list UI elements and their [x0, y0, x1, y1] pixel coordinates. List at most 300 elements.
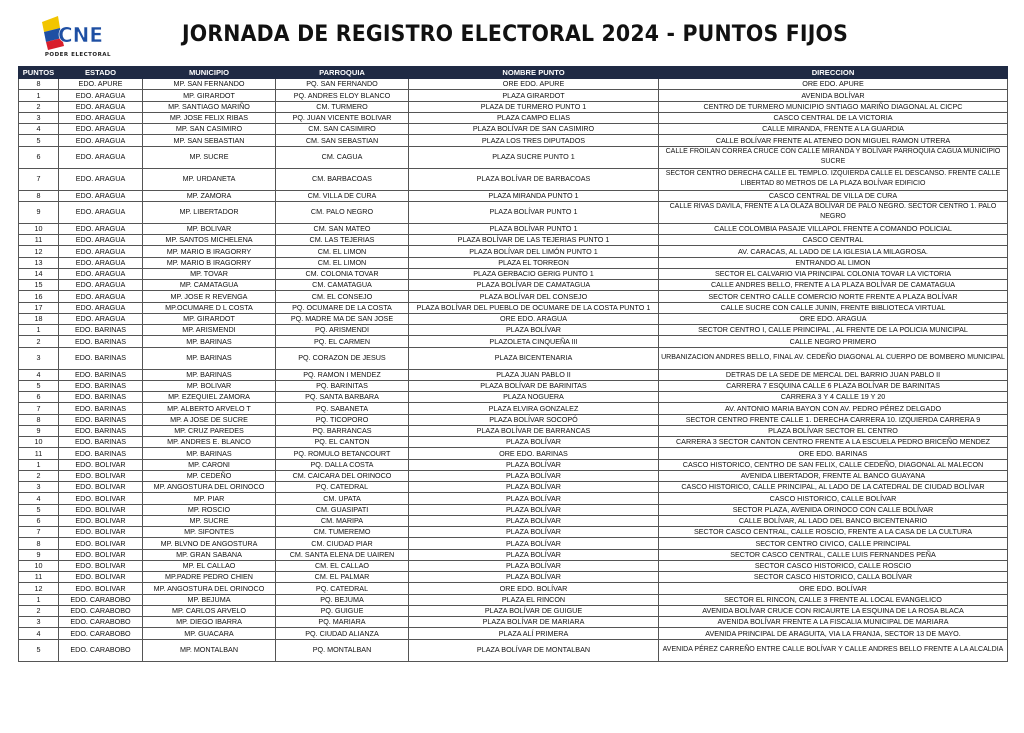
cell-punto-number: 6 — [19, 392, 59, 403]
cell-punto-number: 12 — [19, 583, 59, 594]
cell-nombre-punto: PLAZA SUCRE PUNTO 1 — [409, 146, 659, 168]
cell-estado: EDO. CARABOBO — [59, 639, 143, 661]
cell-estado: EDO. ARAGUA — [59, 135, 143, 146]
cell-direccion: CALLE FROILAN CORREA CRUCE CON CALLE MIRANDA Y BOLÍVAR PARROQUIA CAGUA MUNICIPIO SUCRE — [659, 146, 1008, 168]
cell-direccion: PLAZA BOLÍVAR SECTOR EL CENTRO — [659, 425, 1008, 436]
table-row — [19, 583, 1008, 594]
cell-punto-number: 11 — [19, 235, 59, 246]
cell-parroquia: PQ. SABANETA — [276, 403, 409, 414]
cne-logo — [36, 14, 116, 60]
cell-municipio: MP. GRAN SABANA — [143, 549, 276, 560]
cell-estado: EDO. ARAGUA — [59, 313, 143, 324]
cell-nombre-punto: PLAZA BOLÍVAR PUNTO 1 — [409, 201, 659, 223]
cell-parroquia: PQ. OCUMARE DE LA COSTA — [276, 302, 409, 313]
cell-direccion: CALLE BOLÍVAR, AL LADO DEL BANCO BICENTENARIO — [659, 515, 1008, 526]
cell-municipio: MP. URDANETA — [143, 168, 276, 190]
table-row — [19, 504, 1008, 515]
cell-estado: EDO. ARAGUA — [59, 201, 143, 223]
cell-municipio: MP. SANTIAGO MARIÑO — [143, 101, 276, 112]
cell-direccion: CARRERA 3 Y 4 CALLE 19 Y 20 — [659, 392, 1008, 403]
table-row — [19, 594, 1008, 605]
cell-punto-number: 2 — [19, 101, 59, 112]
cell-direccion: CASCO CENTRAL DE VILLA DE CURA — [659, 190, 1008, 201]
cell-direccion: CALLE BOLÍVAR FRENTE AL ATENEO DON MIGUEL RAMON UTRERA — [659, 135, 1008, 146]
cell-direccion: ORE EDO. BARINAS — [659, 448, 1008, 459]
column-header-parroquia: PARROQUIA — [276, 67, 409, 79]
page-title: JORNADA DE REGISTRO ELECTORAL 2024 - PUNTOS FIJOS — [181, 22, 849, 47]
cell-nombre-punto: PLAZA NOGUERA — [409, 392, 659, 403]
cell-parroquia: PQ. CATEDRAL — [276, 583, 409, 594]
cell-parroquia: CM. TUMEREMO — [276, 527, 409, 538]
cell-municipio: MP. CEDEÑO — [143, 470, 276, 481]
cell-direccion: AV. ANTONIO MARIA BAYON CON AV. PEDRO PÉREZ DELGADO — [659, 403, 1008, 414]
cell-direccion: CALLE MIRANDA, FRENTE A LA GUARDIA — [659, 124, 1008, 135]
cell-parroquia: CM. VILLA DE CURA — [276, 190, 409, 201]
cell-municipio: MP. BLVNO DE ANGOSTURA — [143, 538, 276, 549]
cell-punto-number: 8 — [19, 414, 59, 425]
table-row — [19, 425, 1008, 436]
cell-nombre-punto: PLAZA BOLÍVAR DE MONTALBAN — [409, 639, 659, 661]
table-row — [19, 572, 1008, 583]
cell-direccion: SECTOR CASCO CENTRAL, CALLE ROSCIO, FRENTE A LA CASA DE LA CULTURA — [659, 527, 1008, 538]
cell-punto-number: 11 — [19, 572, 59, 583]
cell-municipio: MP. A JOSE DE SUCRE — [143, 414, 276, 425]
cell-nombre-punto: PLAZA BOLÍVAR DE CAMATAGUA — [409, 280, 659, 291]
cell-parroquia: PQ. TICOPORO — [276, 414, 409, 425]
cell-nombre-punto: PLAZA BOLÍVAR SOCOPÓ — [409, 414, 659, 425]
cell-nombre-punto: PLAZA BOLÍVAR DE BARINITAS — [409, 380, 659, 391]
cell-nombre-punto: PLAZA BOLÍVAR — [409, 459, 659, 470]
cell-estado: EDO. BOLIVAR — [59, 459, 143, 470]
table-row — [19, 403, 1008, 414]
column-header-direccion: DIRECCION — [659, 67, 1008, 79]
cell-punto-number: 10 — [19, 560, 59, 571]
cell-nombre-punto: PLAZA BOLÍVAR — [409, 470, 659, 481]
cell-punto-number: 1 — [19, 90, 59, 101]
page-header — [0, 0, 1024, 62]
table-row — [19, 459, 1008, 470]
table-row — [19, 280, 1008, 291]
cell-municipio: MP. GUACARA — [143, 628, 276, 639]
cell-direccion: CALLE NEGRO PRIMERO — [659, 336, 1008, 347]
cell-nombre-punto: ORE EDO. APURE — [409, 79, 659, 90]
cell-direccion: CENTRO DE TURMERO MUNICIPIO SNTIAGO MARIÑO DIAGONAL AL CICPC — [659, 101, 1008, 112]
cell-estado: EDO. BARINAS — [59, 414, 143, 425]
cell-municipio: MP. BEJUMA — [143, 594, 276, 605]
table-row — [19, 437, 1008, 448]
cell-parroquia: PQ. EL CARMEN — [276, 336, 409, 347]
cell-municipio: MP. CARONI — [143, 459, 276, 470]
table-row — [19, 112, 1008, 123]
cell-punto-number: 3 — [19, 482, 59, 493]
cell-estado: EDO. BOLIVAR — [59, 482, 143, 493]
cell-punto-number: 12 — [19, 246, 59, 257]
svg-text:CNE: CNE — [58, 23, 104, 47]
cell-estado: EDO. BARINAS — [59, 336, 143, 347]
cell-punto-number: 5 — [19, 504, 59, 515]
cell-municipio: MP. BOLIVAR — [143, 380, 276, 391]
cell-direccion: CALLE COLOMBIA PASAJE VILLAPOL FRENTE A COMANDO POLICIAL — [659, 223, 1008, 234]
table-row — [19, 79, 1008, 90]
cell-parroquia: PQ. SANTA BARBARA — [276, 392, 409, 403]
cell-punto-number: 5 — [19, 639, 59, 661]
cell-parroquia: CM. SAN MATEO — [276, 223, 409, 234]
cell-municipio: MP. BARINAS — [143, 336, 276, 347]
cell-nombre-punto: PLAZA BOLÍVAR DEL PUEBLO DE OCUMARE DE LA COSTA PUNTO 1 — [409, 302, 659, 313]
cell-nombre-punto: PLAZOLETA CINQUEÑA III — [409, 336, 659, 347]
table-row — [19, 527, 1008, 538]
cell-municipio: MP. SUCRE — [143, 146, 276, 168]
cell-punto-number: 1 — [19, 459, 59, 470]
table-row — [19, 628, 1008, 639]
cell-parroquia: PQ. MADRE MA DE SAN JOSE — [276, 313, 409, 324]
cell-punto-number: 7 — [19, 168, 59, 190]
cell-municipio: MP. ANGOSTURA DEL ORINOCO — [143, 583, 276, 594]
cell-estado: EDO. BOLIVAR — [59, 572, 143, 583]
cell-parroquia: CM. EL LIMON — [276, 257, 409, 268]
cell-estado: EDO. BARINAS — [59, 403, 143, 414]
registration-points-table — [18, 66, 1008, 662]
cell-estado: EDO. CARABOBO — [59, 628, 143, 639]
table-row — [19, 336, 1008, 347]
cell-punto-number: 11 — [19, 448, 59, 459]
cell-municipio: MP. BOLIVAR — [143, 223, 276, 234]
cell-punto-number: 10 — [19, 223, 59, 234]
cell-estado: EDO. ARAGUA — [59, 257, 143, 268]
cell-municipio: MP. ANDRES E. BLANCO — [143, 437, 276, 448]
cell-estado: EDO. BARINAS — [59, 380, 143, 391]
cell-nombre-punto: ORE EDO. BARINAS — [409, 448, 659, 459]
cell-direccion: AVENIDA BOLÍVAR CRUCE CON RICAURTE LA ESQUINA DE LA ROSA BLACA — [659, 605, 1008, 616]
cell-punto-number: 4 — [19, 369, 59, 380]
table-row — [19, 291, 1008, 302]
table-row — [19, 414, 1008, 425]
table-row — [19, 448, 1008, 459]
cell-direccion: URBANIZACION ANDRES BELLO, FINAL AV. CEDEÑO DIAGONAL AL CUERPO DE BOMBERO MUNICIPAL — [659, 347, 1008, 369]
cell-parroquia: PQ. RAMON I MENDEZ — [276, 369, 409, 380]
cell-nombre-punto: PLAZA BOLÍVAR — [409, 549, 659, 560]
cell-estado: EDO. BOLIVAR — [59, 549, 143, 560]
table-row — [19, 392, 1008, 403]
cell-estado: EDO. BARINAS — [59, 392, 143, 403]
table-row — [19, 605, 1008, 616]
cell-punto-number: 5 — [19, 380, 59, 391]
cell-parroquia: PQ. ANDRES ELOY BLANCO — [276, 90, 409, 101]
cell-parroquia: CM. EL CALLAO — [276, 560, 409, 571]
cell-municipio: MP. LIBERTADOR — [143, 201, 276, 223]
cell-estado: EDO. ARAGUA — [59, 246, 143, 257]
table-row — [19, 470, 1008, 481]
cell-municipio: MP. BARINAS — [143, 369, 276, 380]
cell-municipio: MP. JOSE R REVENGA — [143, 291, 276, 302]
cell-direccion: SECTOR CASCO CENTRAL, CALLE LUIS FERNANDES PEÑA — [659, 549, 1008, 560]
cell-municipio: MP. BARINAS — [143, 347, 276, 369]
cell-direccion: CALLE ANDRES BELLO, FRENTE A LA PLAZA BOLÍVAR DE CAMATAGUA — [659, 280, 1008, 291]
table-row — [19, 347, 1008, 369]
cell-estado: EDO. ARAGUA — [59, 101, 143, 112]
cell-parroquia: PQ. BARRANCAS — [276, 425, 409, 436]
cell-municipio: MP. SAN FERNANDO — [143, 79, 276, 90]
cell-nombre-punto: PLAZA BOLÍVAR — [409, 493, 659, 504]
cell-punto-number: 4 — [19, 124, 59, 135]
cell-municipio: MP. MONTALBAN — [143, 639, 276, 661]
cell-direccion: CARRERA 7 ESQUINA CALLE 6 PLAZA BOLÍVAR DE BARINITAS — [659, 380, 1008, 391]
cell-punto-number: 3 — [19, 347, 59, 369]
cell-direccion: CALLE SUCRE CON CALLE JUNIN, FRENTE BIBLIOTECA VIRTUAL — [659, 302, 1008, 313]
cell-nombre-punto: PLAZA BOLÍVAR — [409, 560, 659, 571]
table-row — [19, 246, 1008, 257]
cell-parroquia: PQ. BEJUMA — [276, 594, 409, 605]
cell-direccion: SECTOR EL CALVARIO VIA PRINCIPAL COLONIA TOVAR LA VICTORIA — [659, 268, 1008, 279]
cell-parroquia: PQ. MARIARA — [276, 617, 409, 628]
cell-municipio: MP. PIAR — [143, 493, 276, 504]
cell-municipio: MP. DIEGO IBARRA — [143, 617, 276, 628]
cell-estado: EDO. CARABOBO — [59, 617, 143, 628]
cell-estado: EDO. ARAGUA — [59, 268, 143, 279]
table-row — [19, 515, 1008, 526]
cell-parroquia: CM. CAICARA DEL ORINOCO — [276, 470, 409, 481]
cell-parroquia: PQ. BARINITAS — [276, 380, 409, 391]
cell-punto-number: 7 — [19, 403, 59, 414]
cell-punto-number: 17 — [19, 302, 59, 313]
table-row — [19, 639, 1008, 661]
table-row — [19, 201, 1008, 223]
cell-direccion: ORE EDO. APURE — [659, 79, 1008, 90]
cell-nombre-punto: PLAZA DE TURMERO PUNTO 1 — [409, 101, 659, 112]
cell-municipio: MP.OCUMARE D L COSTA — [143, 302, 276, 313]
cell-municipio: MP. SIFONTES — [143, 527, 276, 538]
cell-parroquia: PQ. SAN FERNANDO — [276, 79, 409, 90]
cell-nombre-punto: PLAZA BOLÍVAR DE BARBACOAS — [409, 168, 659, 190]
cell-estado: EDO. BOLIVAR — [59, 560, 143, 571]
table-row — [19, 369, 1008, 380]
cell-direccion: SECTOR CENTRO FRENTE CALLE 1. DERECHA CARRERA 10. IZQUIERDA CARRERA 9 — [659, 414, 1008, 425]
cell-parroquia: CM. BARBACOAS — [276, 168, 409, 190]
cell-nombre-punto: PLAZA BOLÍVAR — [409, 515, 659, 526]
cell-direccion: CARRERA 3 SECTOR CANTON CENTRO FRENTE A LA ESCUELA PEDRO BRICEÑO MENDEZ — [659, 437, 1008, 448]
cell-punto-number: 6 — [19, 515, 59, 526]
table-row — [19, 549, 1008, 560]
cell-punto-number: 5 — [19, 135, 59, 146]
table-row — [19, 560, 1008, 571]
cell-punto-number: 9 — [19, 549, 59, 560]
cell-punto-number: 8 — [19, 79, 59, 90]
cell-estado: EDO. BARINAS — [59, 437, 143, 448]
cell-punto-number: 3 — [19, 112, 59, 123]
cell-direccion: SECTOR EL RINCON, CALLE 3 FRENTE AL LOCAL EVANGELICO — [659, 594, 1008, 605]
cell-punto-number: 4 — [19, 493, 59, 504]
cell-punto-number: 1 — [19, 325, 59, 336]
table-row — [19, 268, 1008, 279]
cell-parroquia: CM. TURMERO — [276, 101, 409, 112]
cell-municipio: MP. CARLOS ARVELO — [143, 605, 276, 616]
cell-direccion: ORE EDO. ARAGUA — [659, 313, 1008, 324]
cell-estado: EDO. ARAGUA — [59, 90, 143, 101]
cell-parroquia: PQ. ARISMENDI — [276, 325, 409, 336]
table-row — [19, 90, 1008, 101]
cell-direccion: AVENIDA PÉREZ CARREÑO ENTRE CALLE BOLÍVAR Y CALLE ANDRES BELLO FRENTE A LA ALCALDIA — [659, 639, 1008, 661]
cell-direccion: AVENIDA BOLÍVAR FRENTE A LA FISCALIA MUNICIPAL DE MARIARA — [659, 617, 1008, 628]
cell-estado: EDO. ARAGUA — [59, 235, 143, 246]
table-row — [19, 223, 1008, 234]
table-row — [19, 302, 1008, 313]
cell-punto-number: 9 — [19, 201, 59, 223]
cell-nombre-punto: PLAZA BOLÍVAR — [409, 325, 659, 336]
cell-municipio: MP. ANGOSTURA DEL ORINOCO — [143, 482, 276, 493]
cell-estado: EDO. BARINAS — [59, 325, 143, 336]
cell-direccion: CASCO HISTORICO, CENTRO DE SAN FELIX, CALLE CEDEÑO, DIAGONAL AL MALECON — [659, 459, 1008, 470]
cell-nombre-punto: PLAZA BOLÍVAR DE MARIARA — [409, 617, 659, 628]
cell-estado: EDO. BARINAS — [59, 448, 143, 459]
cell-nombre-punto: PLAZA BOLÍVAR DE LAS TEJERIAS PUNTO 1 — [409, 235, 659, 246]
cell-municipio: MP. CRUZ PAREDES — [143, 425, 276, 436]
table-row — [19, 617, 1008, 628]
cell-nombre-punto: PLAZA BOLÍVAR — [409, 538, 659, 549]
cell-nombre-punto: PLAZA BOLÍVAR — [409, 572, 659, 583]
cell-municipio: MP. SUCRE — [143, 515, 276, 526]
cell-punto-number: 8 — [19, 538, 59, 549]
cell-punto-number: 3 — [19, 617, 59, 628]
cell-punto-number: 6 — [19, 146, 59, 168]
cell-nombre-punto: PLAZA EL TORREON — [409, 257, 659, 268]
cell-nombre-punto: PLAZA EL RINCON — [409, 594, 659, 605]
cell-punto-number: 10 — [19, 437, 59, 448]
cell-parroquia: PQ. EL CANTON — [276, 437, 409, 448]
cell-municipio: MP. EL CALLAO — [143, 560, 276, 571]
cell-municipio: MP. BARINAS — [143, 448, 276, 459]
cell-nombre-punto: PLAZA BOLÍVAR DE GUIGUE — [409, 605, 659, 616]
cell-estado: EDO. APURE — [59, 79, 143, 90]
cell-nombre-punto: PLAZA BOLÍVAR — [409, 437, 659, 448]
table-row — [19, 313, 1008, 324]
cell-nombre-punto: PLAZA GERBACIO GERIG PUNTO 1 — [409, 268, 659, 279]
cell-direccion: SECTOR CENTRO DERECHA CALLE EL TEMPLO. IZQUIERDA CALLE EL DESCANSO. FRENTE CALLE LIBERTAD 80 METROS DE LA PLAZA BOLÍVAR EDIFICIO — [659, 168, 1008, 190]
cell-nombre-punto: PLAZA BOLÍVAR PUNTO 1 — [409, 223, 659, 234]
table-row — [19, 124, 1008, 135]
table-row — [19, 168, 1008, 190]
cell-punto-number: 14 — [19, 268, 59, 279]
cell-punto-number: 7 — [19, 527, 59, 538]
cell-municipio: MP. GIRARDOT — [143, 90, 276, 101]
table-row — [19, 482, 1008, 493]
cell-municipio: MP. CAMATAGUA — [143, 280, 276, 291]
table-row — [19, 257, 1008, 268]
cell-municipio: MP. GIRARDOT — [143, 313, 276, 324]
cell-direccion: CASCO CENTRAL — [659, 235, 1008, 246]
table-row — [19, 146, 1008, 168]
table-row — [19, 101, 1008, 112]
cell-parroquia: CM. EL LIMON — [276, 246, 409, 257]
cell-estado: EDO. BOLIVAR — [59, 527, 143, 538]
cell-municipio: MP. MARIO B IRAGORRY — [143, 257, 276, 268]
cell-nombre-punto: PLAZA JUAN PABLO II — [409, 369, 659, 380]
cell-direccion: AVENIDA PRINCIPAL DE ARAGUITA, VIA LA FRANJA, SECTOR 13 DE MAYO. — [659, 628, 1008, 639]
column-header-estado: ESTADO — [59, 67, 143, 79]
cell-direccion: ENTRANDO AL LIMON — [659, 257, 1008, 268]
cell-parroquia: PQ. JUAN VICENTE BOLIVAR — [276, 112, 409, 123]
cell-direccion: DETRAS DE LA SEDE DE MERCAL DEL BARRIO JUAN PABLO II — [659, 369, 1008, 380]
cell-direccion: SECTOR PLAZA, AVENIDA ORINOCO CON CALLE BOLÍVAR — [659, 504, 1008, 515]
cell-estado: EDO. BOLIVAR — [59, 504, 143, 515]
table-row — [19, 493, 1008, 504]
cell-municipio: MP. ALBERTO ARVELO T — [143, 403, 276, 414]
cell-parroquia: CM. SANTA ELENA DE UAIREN — [276, 549, 409, 560]
column-header-nombre-punto: NOMBRE PUNTO — [409, 67, 659, 79]
cell-municipio: MP. SAN SEBASTIAN — [143, 135, 276, 146]
cell-parroquia: PQ. ROMULO BETANCOURT — [276, 448, 409, 459]
cell-parroquia: PQ. GUIGUE — [276, 605, 409, 616]
cell-nombre-punto: PLAZA CAMPO ELIAS — [409, 112, 659, 123]
cell-direccion: SECTOR CENTRO I, CALLE PRINCIPAL , AL FRENTE DE LA POLICIA MUNICIPAL — [659, 325, 1008, 336]
cell-estado: EDO. BOLIVAR — [59, 470, 143, 481]
cell-direccion: ORE EDO. BOLÍVAR — [659, 583, 1008, 594]
cell-municipio: MP. SAN CASIMIRO — [143, 124, 276, 135]
cell-nombre-punto: PLAZA BOLÍVAR — [409, 482, 659, 493]
cell-estado: EDO. ARAGUA — [59, 280, 143, 291]
cell-nombre-punto: PLAZA BOLÍVAR DE SAN CASIMIRO — [409, 124, 659, 135]
cell-direccion: SECTOR CASCO HISTORICO, CALLE ROSCIO — [659, 560, 1008, 571]
cell-estado: EDO. ARAGUA — [59, 112, 143, 123]
cell-direccion: CASCO HISTORICO, CALLE PRINCIPAL, AL LADO DE LA CATEDRAL DE CIUDAD BOLÍVAR — [659, 482, 1008, 493]
cell-parroquia: CM. UPATA — [276, 493, 409, 504]
cell-nombre-punto: PLAZA BICENTENARIA — [409, 347, 659, 369]
cell-municipio: MP. MARIO B IRAGORRY — [143, 246, 276, 257]
table-row — [19, 538, 1008, 549]
cell-estado: EDO. BOLIVAR — [59, 515, 143, 526]
table-body — [19, 79, 1008, 662]
cell-estado: EDO. ARAGUA — [59, 291, 143, 302]
cell-parroquia: PQ. MONTALBAN — [276, 639, 409, 661]
column-header-municipio: MUNICIPIO — [143, 67, 276, 79]
cell-parroquia: CM. CAGUA — [276, 146, 409, 168]
cell-parroquia: PQ. CIUDAD ALIANZA — [276, 628, 409, 639]
cell-parroquia: CM. MARIPA — [276, 515, 409, 526]
cell-direccion: CASCO CENTRAL DE LA VICTORIA — [659, 112, 1008, 123]
cell-nombre-punto: ORE EDO. ARAGUA — [409, 313, 659, 324]
cell-estado: EDO. ARAGUA — [59, 302, 143, 313]
cell-parroquia: CM. LAS TEJERIAS — [276, 235, 409, 246]
cell-punto-number: 2 — [19, 470, 59, 481]
cell-parroquia: PQ. CORAZON DE JESUS — [276, 347, 409, 369]
cell-punto-number: 2 — [19, 605, 59, 616]
cell-nombre-punto: PLAZA ALÍ PRIMERA — [409, 628, 659, 639]
cell-nombre-punto: PLAZA LOS TRES DIPUTADOS — [409, 135, 659, 146]
cell-municipio: MP. TOVAR — [143, 268, 276, 279]
table-row — [19, 135, 1008, 146]
cell-direccion: AVENIDA LIBERTADOR, FRENTE AL BANCO GUAYANA — [659, 470, 1008, 481]
cell-estado: EDO. BOLIVAR — [59, 493, 143, 504]
cell-parroquia: CM. PALO NEGRO — [276, 201, 409, 223]
cell-nombre-punto: PLAZA BOLÍVAR — [409, 527, 659, 538]
cell-estado: EDO. ARAGUA — [59, 124, 143, 135]
cell-municipio: MP. JOSE FELIX RIBAS — [143, 112, 276, 123]
cell-estado: EDO. ARAGUA — [59, 168, 143, 190]
cell-municipio: MP. EZEQUIEL ZAMORA — [143, 392, 276, 403]
cell-nombre-punto: PLAZA GIRARDOT — [409, 90, 659, 101]
cell-punto-number: 16 — [19, 291, 59, 302]
cell-estado: EDO. BARINAS — [59, 347, 143, 369]
cell-direccion: SECTOR CENTRO CALLE COMERCIO NORTE FRENTE A PLAZA BOLÍVAR — [659, 291, 1008, 302]
cell-nombre-punto: PLAZA BOLÍVAR — [409, 504, 659, 515]
cell-direccion: SECTOR CASCO HISTORICO, CALLA BOLÍVAR — [659, 572, 1008, 583]
cell-punto-number: 1 — [19, 594, 59, 605]
cell-nombre-punto: ORE EDO. BOLÍVAR — [409, 583, 659, 594]
cell-punto-number: 9 — [19, 425, 59, 436]
cell-parroquia: PQ. CATEDRAL — [276, 482, 409, 493]
cell-parroquia: CM. SAN CASIMIRO — [276, 124, 409, 135]
cell-parroquia: CM. EL CONSEJO — [276, 291, 409, 302]
cell-municipio: MP. ROSCIO — [143, 504, 276, 515]
